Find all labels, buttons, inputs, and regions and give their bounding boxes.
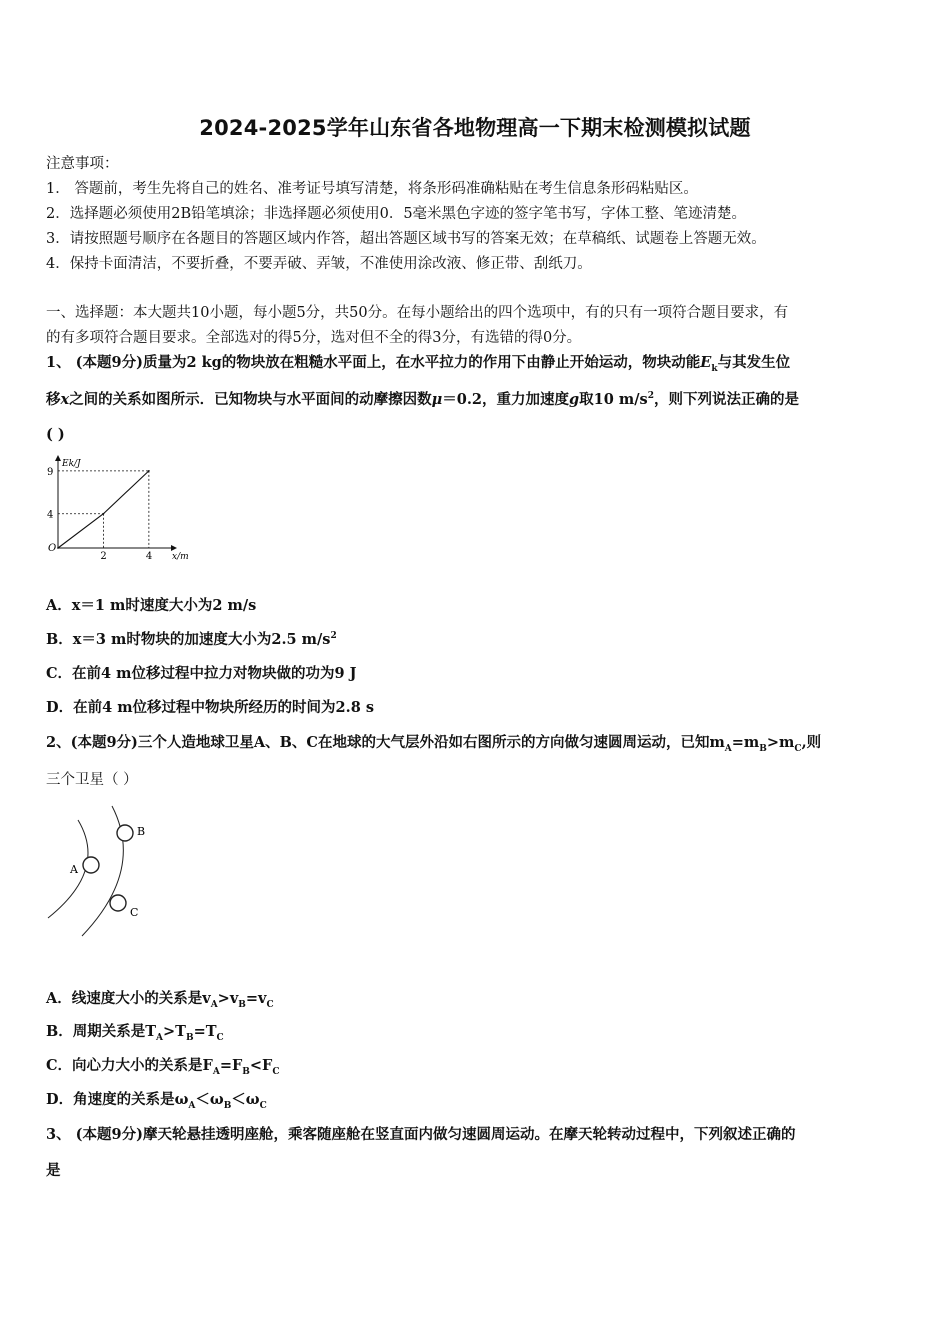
q1-option-a: A．x＝1 m时速度大小为2 m/s — [46, 597, 257, 614]
q2-option-b-mid1: >T — [163, 1023, 186, 1040]
q2-option-d-sub3: C — [259, 1100, 267, 1111]
q2-option-c-mid2: <F — [249, 1057, 273, 1074]
q2-sub-c: C — [794, 743, 802, 754]
q1-ek-symbol: E — [700, 354, 712, 371]
notice-heading: 注意事项： — [46, 156, 119, 172]
q1-stem-line-2 — [46, 388, 799, 409]
section-heading-line-1: 一、选择题：本大题共10小题，每小题5分，共50分。在每小题给出的四个选项中，有的只有一项符合题目要求，有 — [46, 305, 789, 321]
q2-option-d-sub2: B — [223, 1100, 232, 1111]
q1-text-g: ，则下列说法正确的是 — [653, 391, 799, 408]
q2-option-d-sub1: A — [188, 1100, 196, 1111]
data-point — [103, 513, 105, 515]
q2-option-b-text: B．周期关系是T — [46, 1023, 157, 1040]
q2-option-a-sub2: B — [238, 999, 246, 1010]
q2-text-a4: ,则 — [801, 734, 822, 751]
q1-text-b: 与其发生位 — [717, 354, 791, 371]
data-point — [57, 547, 59, 549]
q1-ek-subscript: k — [711, 363, 718, 374]
q1-option-d: D．在前4 m位移过程中物块所经历的时间为2.8 s — [46, 699, 374, 716]
q2-option-d — [46, 1088, 267, 1111]
q1-option-c: C．在前4 m位移过程中拉力对物块做的功为9 J — [46, 665, 357, 682]
origin-label: O — [48, 543, 57, 554]
q2-option-d-mid2: ＜ω — [231, 1091, 260, 1108]
notice-item-1: 1． 答题前，考生先将自己的姓名、准考证号填写清楚，将条形码准确粘贴在考生信息条形码粘贴区。 — [46, 181, 698, 197]
q2-option-b-sub3: C — [216, 1032, 224, 1043]
x-tick-label: 4 — [145, 551, 153, 560]
q1-option-b — [46, 628, 337, 649]
q1-mu-symbol: μ — [431, 391, 443, 408]
q2-option-a — [46, 987, 274, 1010]
q2-option-d-text: D．角速度的关系是ω — [46, 1091, 189, 1108]
notice-item-2: 2．选择题必须使用2B铅笔填涂；非选择题必须使用0．5毫米黑色字迹的签字笔书写，字体工整、笔迹清楚。 — [46, 206, 747, 222]
q1-text-c: 移 — [46, 391, 61, 408]
y-tick-label: 9 — [47, 466, 54, 478]
notice-item-3: 3．请按照题号顺序在各题目的答题区域内作答，超出答题区域书写的答案无效；在草稿纸、试题卷上答题无效。 — [46, 231, 766, 247]
q3-stem-line-1: 3、 (本题9分)摩天轮悬挂透明座舱，乘客随座舱在竖直面内做匀速圆周运动。在摩天轮转动过程中，下列叙述正确的 — [46, 1126, 796, 1143]
q1-option-b-text: B．x＝3 m时物块的加速度大小为2.5 m/s — [46, 631, 331, 648]
q1-stem-line-1 — [46, 351, 790, 374]
satellite-b-label: B — [137, 825, 146, 838]
q2-option-b-mid2: =T — [193, 1023, 217, 1040]
satellite-a — [83, 857, 99, 873]
q2-option-a-text: A．线速度大小的关系是v — [46, 990, 211, 1007]
satellite-c-label: C — [130, 906, 139, 919]
q1-g-var: g — [569, 391, 580, 408]
q2-satellite-figure — [40, 800, 160, 940]
q2-option-c-sub3: C — [272, 1066, 280, 1077]
y-tick-label: 4 — [47, 509, 54, 521]
q2-text-a2: =m — [731, 734, 760, 751]
q2-option-b-sub2: B — [185, 1032, 194, 1043]
q1-answer-paren: ( ) — [46, 426, 65, 443]
q1-x-var: x — [60, 391, 70, 408]
q1-unit-sup: 2 — [647, 391, 654, 402]
satellite-b — [117, 825, 133, 841]
x-tick-label: 2 — [100, 551, 107, 560]
q2-stem-line-1 — [46, 731, 821, 754]
satellite-c — [110, 895, 126, 911]
q1-ek-x-graph — [40, 452, 190, 560]
q1-text-d: 之间的关系如图所示．已知物块与水平面间的动摩擦因数 — [69, 391, 432, 408]
q2-option-c-sub1: A — [212, 1066, 220, 1077]
page-title: 2024-2025学年山东省各地物理高一下期末检测模拟试题 — [199, 116, 751, 140]
ek-data-line — [58, 471, 149, 548]
q2-option-d-mid1: ＜ω — [195, 1091, 224, 1108]
q1-option-b-sup: 2 — [330, 631, 337, 642]
satellite-a-label: A — [70, 863, 78, 876]
q2-text-a3: >m — [766, 734, 795, 751]
q3-stem-line-2: 是 — [46, 1162, 61, 1179]
q2-option-c-sub2: B — [242, 1066, 250, 1077]
q2-option-b-sub1: A — [156, 1032, 164, 1043]
data-point — [148, 470, 150, 472]
section-heading-line-2: 的有多项符合题目要求。全部选对的得5分，选对但不全的得3分，有选错的得0分。 — [46, 330, 582, 346]
q2-option-c-mid1: =F — [219, 1057, 243, 1074]
q2-stem-line-2: 三个卫星（ ） — [46, 772, 138, 788]
q2-option-a-sub3: C — [266, 999, 274, 1010]
notice-item-4: 4．保持卡面清洁，不要折叠，不要弄破、弄皱，不准使用涂改液、修正带、刮纸刀。 — [46, 256, 592, 272]
q2-sub-b: B — [759, 743, 767, 754]
q2-text-a: 2、(本题9分)三个人造地球卫星A、B、C在地球的大气层外沿如右图所示的方向做匀速圆周运动，已知m — [46, 734, 725, 751]
q2-option-a-mid1: >v — [217, 990, 239, 1007]
y-axis-label: Ek/J — [62, 459, 81, 469]
q1-text-f: 取10 m/s — [579, 391, 648, 408]
q2-option-c-text: C．向心力大小的关系是F — [46, 1057, 213, 1074]
q2-option-b — [46, 1020, 224, 1043]
x-axis-label: x/m — [172, 552, 189, 560]
inner-orbit-arc — [48, 820, 88, 918]
q2-option-a-sub1: A — [210, 999, 218, 1010]
q2-option-a-mid2: =v — [245, 990, 267, 1007]
q1-text-e: ＝0.2，重力加速度 — [442, 391, 570, 408]
q2-sub-a: A — [724, 743, 732, 754]
q2-option-c — [46, 1054, 280, 1077]
q1-text-a: 1、 (本题9分)质量为2 kg的物块放在粗糙水平面上，在水平拉力的作用下由静止开始运动，物块动能 — [46, 354, 701, 371]
